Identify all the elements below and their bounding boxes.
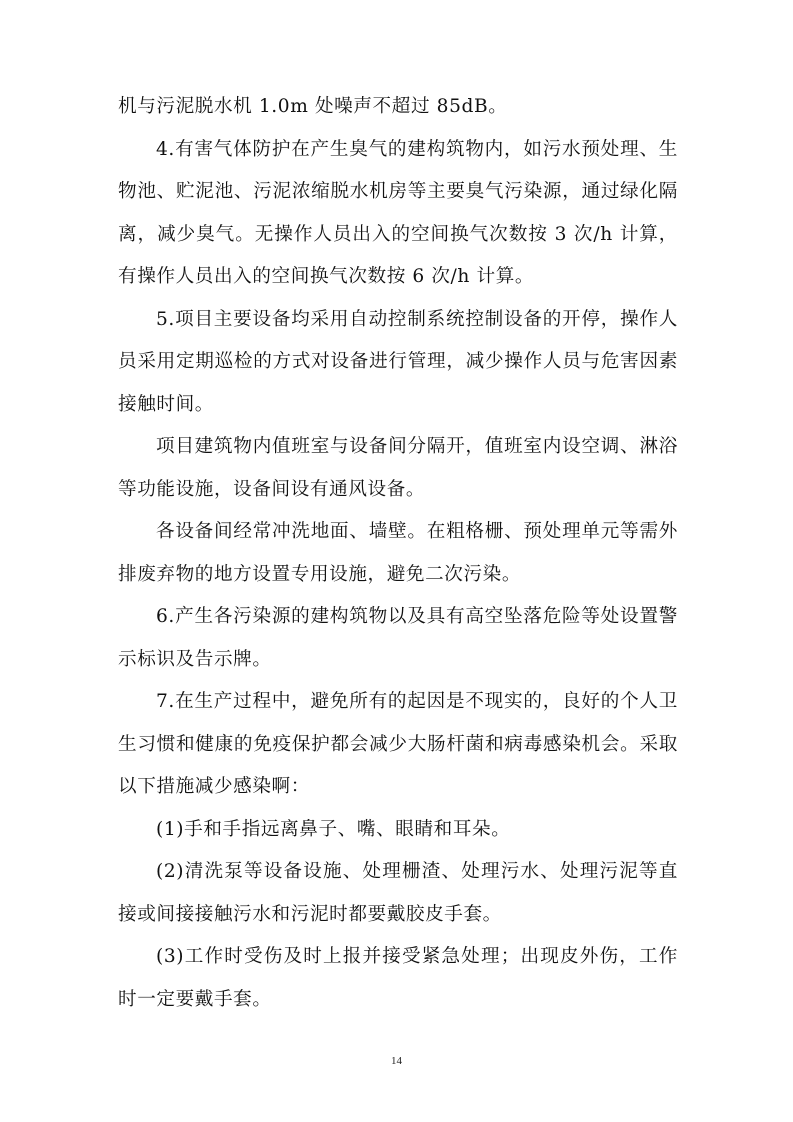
paragraph-cleaning: 各设备间经常冲洗地面、墙壁。在粗格栅、预处理单元等需外排废弃物的地方设置专用设施，避免二次污染。 [118, 521, 678, 585]
paragraph-noise-limit: 机与污泥脱水机 1.0m 处噪声不超过 85dB。 [118, 96, 508, 117]
list-item-1: (1)手和手指远离鼻子、嘴、眼睛和耳朵。 [156, 818, 511, 840]
page-body [118, 86, 678, 1021]
paragraph-auto-control: 5.项目主要设备均采用自动控制系统控制设备的开停，操作人员采用定期巡检的方式对设备进行管理，减少操作人员与危害因素接触时间。 [118, 308, 678, 415]
list-item-2: (2)清洗泵等设备设施、处理栅渣、处理污水、处理污泥等直接或间接接触污水和污泥时都要戴胶皮手套。 [118, 861, 678, 925]
paragraph-infection: 7.在生产过程中，避免所有的起因是不现实的，良好的个人卫生习惯和健康的免疫保护都会减少大肠杆菌和病毒感染机会。采取以下措施减少感染啊： [118, 691, 678, 797]
paragraph-duty-room: 项目建筑物内值班室与设备间分隔开，值班室内设空调、淋浴等功能设施，设备间设有通风设备。 [118, 436, 678, 500]
page-number: 14 [391, 1055, 402, 1067]
list-item-3: (3)工作时受伤及时上报并接受紧急处理；出现皮外伤，工作时一定要戴手套。 [118, 946, 678, 1010]
paragraph-warning-signs: 6.产生各污染源的建构筑物以及具有高空坠落危险等处设置警示标识及告示牌。 [118, 606, 678, 670]
paragraph-harmful-gas: 4.有害气体防护在产生臭气的建构筑物内，如污水预处理、生物池、贮泥池、污泥浓缩脱水机房等主要臭气污染源，通过绿化隔离，减少臭气。无操作人员出入的空间换气次数按 3 次/h 计算，有操作人员出入的空间换气次数按 6 次/h 计算。 [118, 138, 678, 287]
